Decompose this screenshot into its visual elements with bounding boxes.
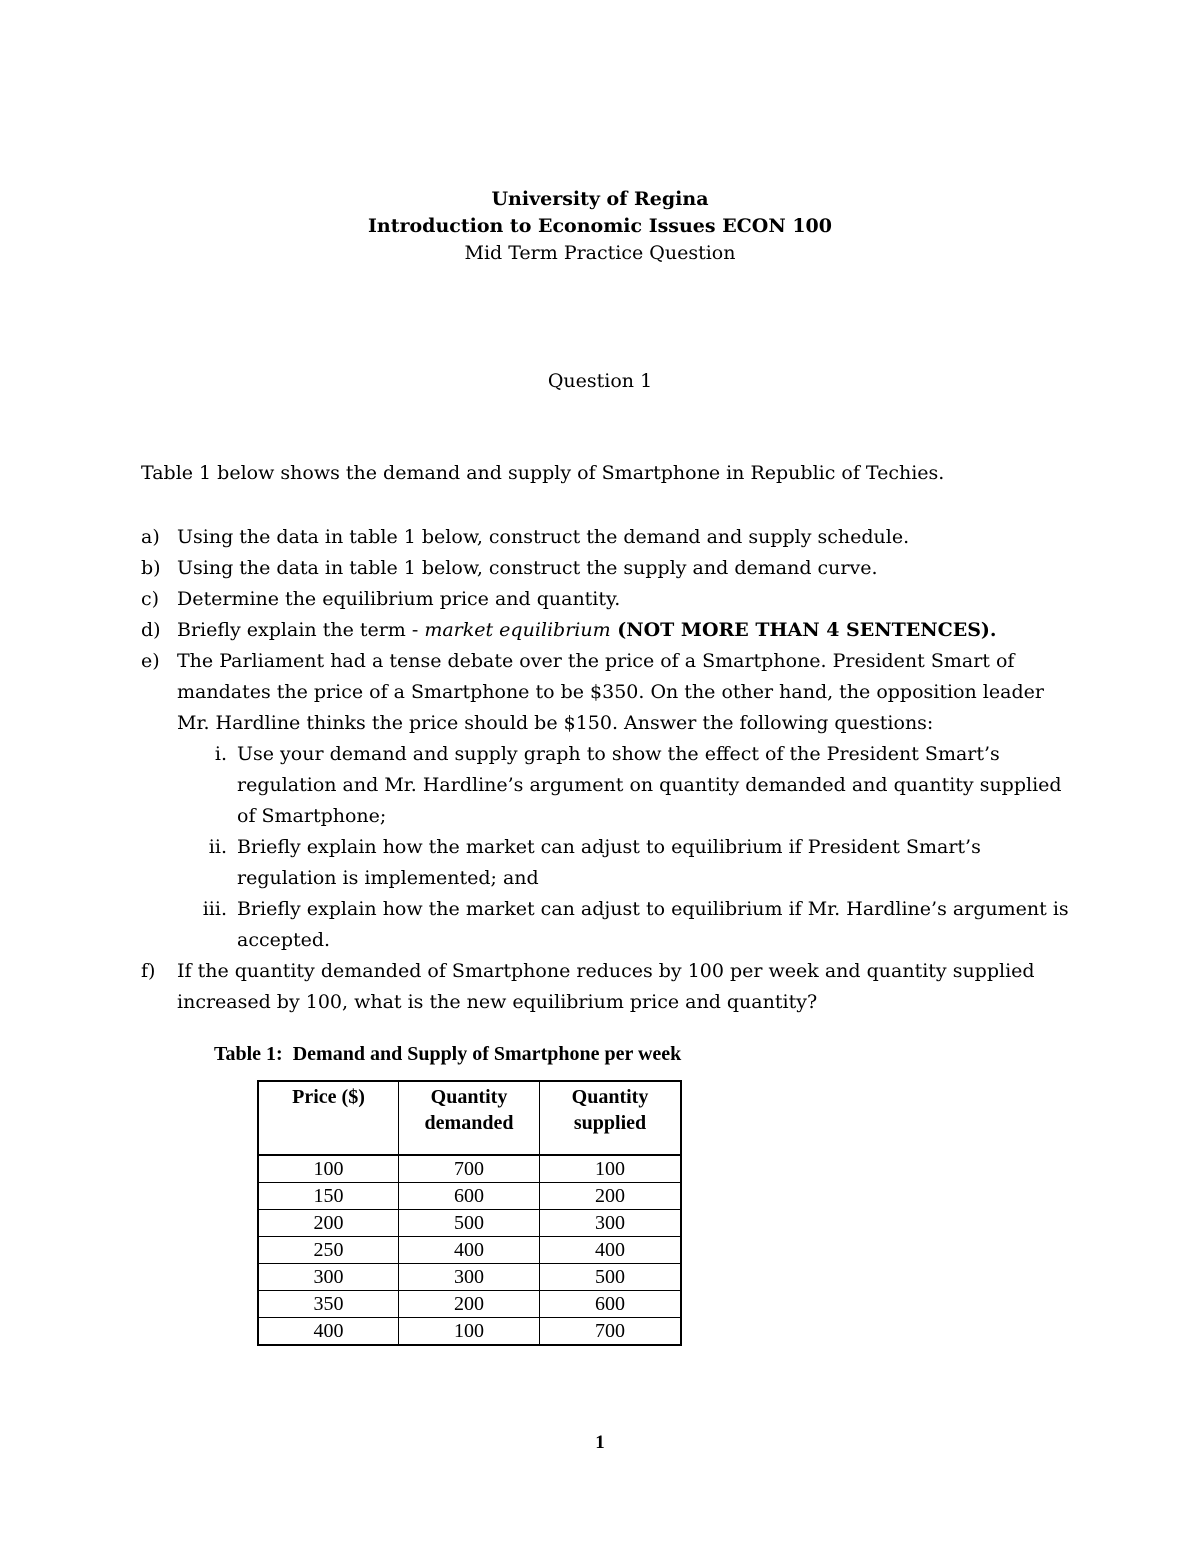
table-header-row [258,1081,681,1155]
list-item-e [141,646,1081,956]
quantity-demanded-cell: 500 [399,1210,540,1237]
sub-item-text: Briefly explain how the market can adjust to equilibrium if Mr. Hardline’s argument is accepted. [237,898,1069,951]
quantity-demanded-cell: 200 [399,1291,540,1318]
page-number: 1 [595,1432,605,1453]
sub-item-i [177,739,1081,832]
sub-item-ii [177,832,1081,894]
quantity-demanded-cell: 600 [399,1183,540,1210]
item-text [177,615,1081,646]
price-cell: 300 [258,1264,399,1291]
list-item-c [141,584,1081,615]
price-cell: 250 [258,1237,399,1264]
course-title: Introduction to Economic Issues ECON 100 [368,215,832,237]
table-caption: Table 1: Demand and Supply of Smartphone per week [214,1043,682,1065]
price-cell: 100 [258,1155,399,1183]
item-text: Using the data in table 1 below, construct the demand and supply schedule. [177,526,910,548]
table-row [258,1210,681,1237]
demand-supply-table [257,1080,682,1346]
price-cell: 400 [258,1318,399,1346]
item-marker: e) [141,650,160,672]
item-marker: b) [141,557,161,579]
sub-item-text: Briefly explain how the market can adjust to equilibrium if President Smart’s regulation is implemented; and [237,836,981,889]
column-header-price: Price ($) [258,1081,399,1155]
column-header-quantity-supplied: Quantity supplied [540,1081,682,1155]
sentence-limit-note: (NOT MORE THAN 4 SENTENCES). [610,619,997,641]
university-name: University of Regina [491,188,709,210]
document-header [0,186,1200,267]
quantity-supplied-cell: 400 [540,1237,682,1264]
quantity-demanded-cell: 300 [399,1264,540,1291]
quantity-supplied-cell: 100 [540,1155,682,1183]
item-text-plain: Briefly explain the term - [177,619,425,641]
table-row [258,1264,681,1291]
table-row [258,1155,681,1183]
term-market-equilibrium: market equilibrium [424,619,611,641]
item-text: Determine the equilibrium price and quantity. [177,588,621,610]
table-row [258,1183,681,1210]
item-text: If the quantity demanded of Smartphone reduces by 100 per week and quantity supplied increased by 100, what is the new equilibrium price and quantity? [177,960,1035,1013]
price-cell: 150 [258,1183,399,1210]
list-item-b [141,553,1081,584]
quantity-supplied-cell: 700 [540,1318,682,1346]
price-cell: 200 [258,1210,399,1237]
item-text: Using the data in table 1 below, construct the supply and demand curve. [177,557,878,579]
quantity-supplied-cell: 200 [540,1183,682,1210]
table-row [258,1318,681,1346]
sub-item-iii [177,894,1081,956]
table-row [258,1237,681,1264]
item-marker: d) [141,619,161,641]
question-items [141,522,1081,1018]
sub-item-marker: ii. [208,836,227,858]
question-intro: Table 1 below shows the demand and supply of Smartphone in Republic of Techies. [141,462,945,484]
sub-item-marker: i. [214,743,227,765]
sub-items [177,739,1081,956]
list-item-a [141,522,1081,553]
quantity-supplied-cell: 300 [540,1210,682,1237]
quantity-supplied-cell: 500 [540,1264,682,1291]
list-item-d [141,615,1081,646]
document-subtitle: Mid Term Practice Question [464,242,736,264]
table-row [258,1291,681,1318]
sub-item-marker: iii. [202,898,227,920]
item-marker: f) [141,960,156,982]
quantity-demanded-cell: 400 [399,1237,540,1264]
sub-item-text: Use your demand and supply graph to show the effect of the President Smart’s regulation and Mr. Hardline’s argument on quantity demanded and quantity supplied of Smartphone; [237,743,1062,827]
column-header-quantity-demanded: Quantity demanded [399,1081,540,1155]
item-body [177,646,1081,956]
item-marker: a) [141,526,160,548]
question-title: Question 1 [547,370,653,392]
quantity-demanded-cell: 700 [399,1155,540,1183]
quantity-demanded-cell: 100 [399,1318,540,1346]
list-item-f [141,956,1081,1018]
item-marker: c) [141,588,160,610]
item-text: The Parliament had a tense debate over the price of a Smartphone. President Smart of mandates the price of a Smartphone to be $350. On the other hand, the opposition leader Mr. Hardline thinks the price should be $150. Answer the following questions: [177,650,1044,734]
price-cell: 350 [258,1291,399,1318]
quantity-supplied-cell: 600 [540,1291,682,1318]
